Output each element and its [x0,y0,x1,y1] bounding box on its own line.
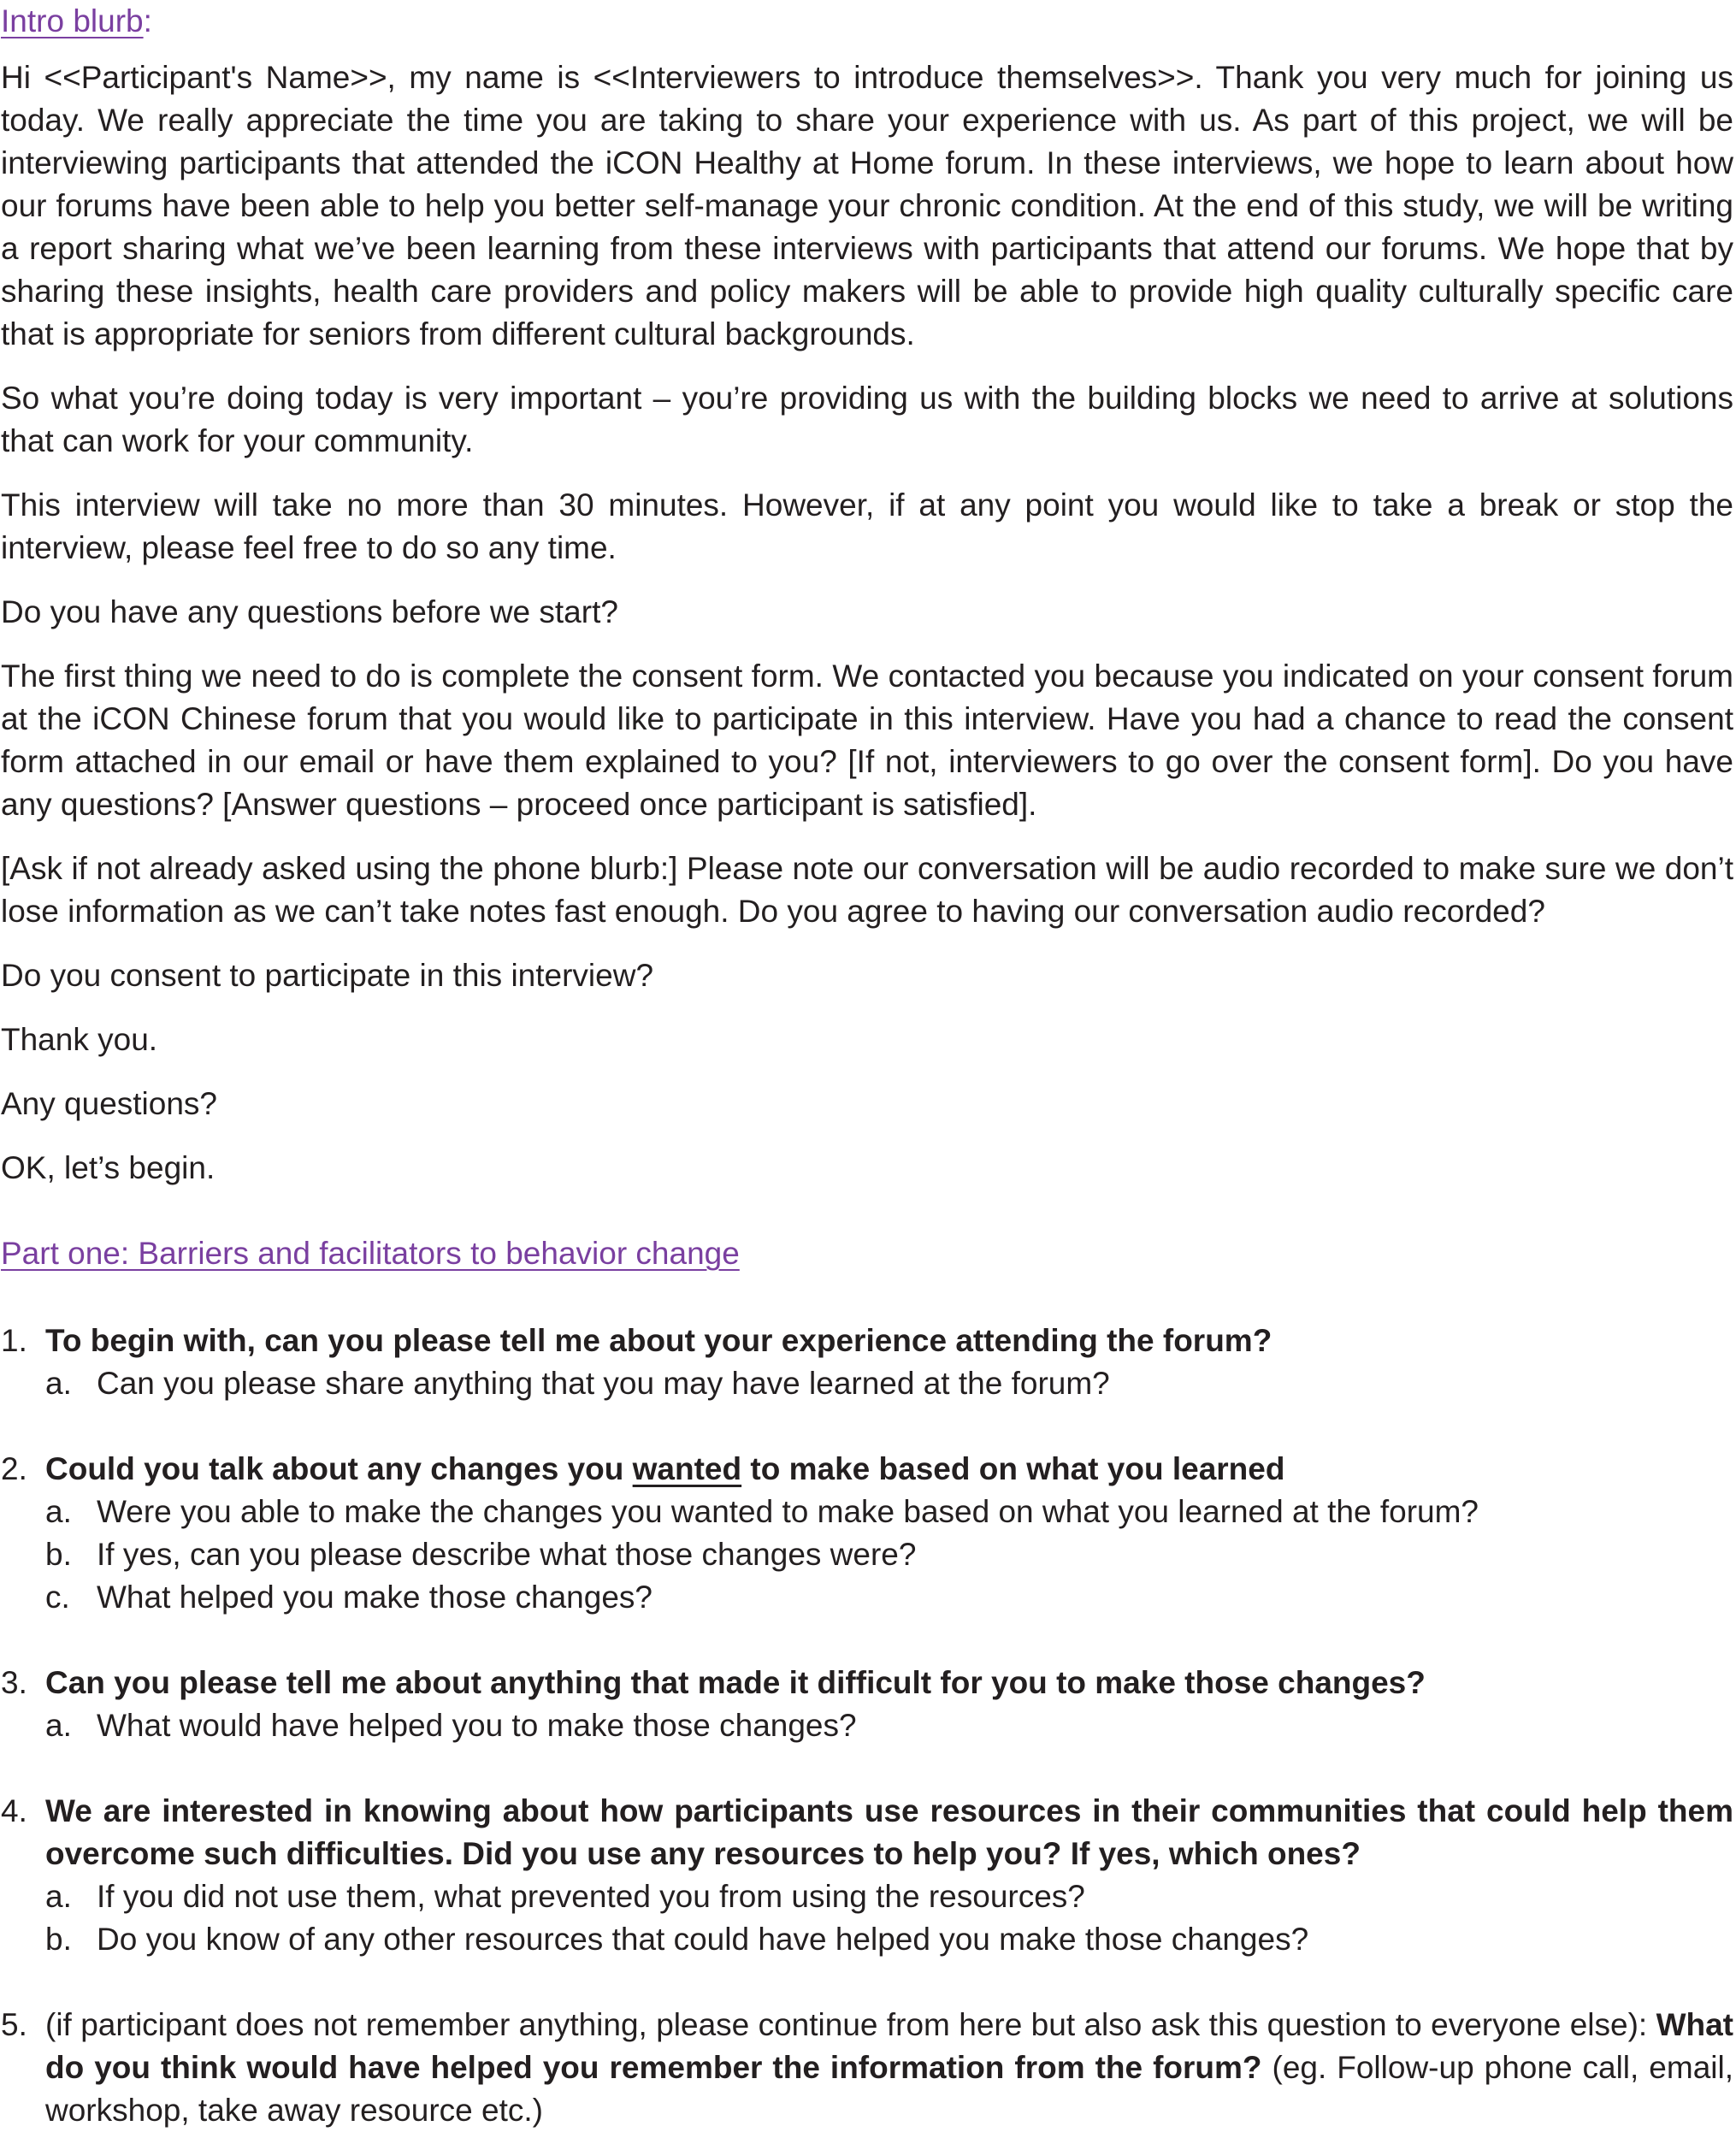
question-number: 5. [1,2007,27,2042]
question-item [1,1662,1733,1747]
intro-heading-line [1,0,1733,43]
question-text-tail: (eg. Follow-up phone call, email, workshop, take away resource etc.) [45,2050,1733,2128]
intro-paragraph: Do you have any questions before we start? [1,594,618,629]
question-item [1,1448,1733,1619]
question-text-intro: (if participant does not remember anything, please continue from here but also ask this question to everyone else): [45,2007,1648,2042]
intro-paragraph: Do you consent to participate in this interview? [1,958,654,993]
intro-body [1,56,1733,1190]
intro-paragraph: Thank you. [1,1022,158,1057]
sub-question-letter: c. [45,1580,70,1615]
question-text: Can you please tell me about anything that made it difficult for you to make those changes? [45,1665,1426,1700]
sub-question-text: If you did not use them, what prevented you from using the resources? [97,1879,1085,1914]
sub-question-letter: b. [45,1922,72,1957]
part-one-heading-line [1,1232,1733,1275]
sub-question-letter: a. [45,1366,72,1401]
question-number: 4. [1,1793,27,1828]
intro-paragraph: The first thing we need to do is complete the consent form. We contacted you because you indicated on your consent forum at the iCON Chinese forum that you would like to participate in this interview. Have you had a chance to read the consent form attached in our email or have them explained to you? [If not, interviewers to go over the consent form]. Do you have any questions? [Answer questions – proceed once participant is satisfied]. [1,658,1733,822]
question-item [1,2004,1733,2132]
sub-question [45,1576,1733,1619]
question-number: 2. [1,1451,27,1486]
intro-heading-colon: : [143,3,152,38]
sub-question-letter: a. [45,1494,72,1529]
sub-question-letter: a. [45,1708,72,1743]
sub-question-text: Do you know of any other resources that could have helped you make those changes? [97,1922,1309,1957]
sub-question-letter: b. [45,1537,72,1572]
sub-question [45,1491,1733,1533]
question-text-bold: What do you think would have helped you remember the information from the forum? [45,2007,1733,2085]
intro-paragraph: So what you’re doing today is very important – you’re providing us with the building blocks we need to arrive at solutions that can work for your community. [1,381,1733,458]
intro-paragraph: Hi <<Participant's Name>>, my name is <<Interviewers to introduce themselves>>. Thank you very much for joining us today. We really appreciate the time you are taking to share your experience with us. As part of this project, we will be interviewing participants that attended the iCON Healthy at Home forum. In these interviews, we hope to learn about how our forums have been able to help you better self-manage your chronic condition. At the end of this study, we will be writing a report sharing what we’ve been learning from these interviews with participants that attend our forums. We hope that by sharing these insights, health care providers and policy makers will be able to provide high quality culturally specific care that is appropriate for seniors from different cultural backgrounds. [1,60,1733,351]
sub-question [45,1704,1733,1747]
question-text: We are interested in knowing about how participants use resources in their communities that could help them overcome such difficulties. Did you use any resources to help you? If yes, which ones? [45,1793,1733,1871]
question-text [45,1448,1733,1491]
question-number: 1. [1,1323,27,1358]
intro-paragraph: OK, let’s begin. [1,1150,216,1185]
part-one-heading[interactable]: Part one: Barriers and facilitators to behavior change [1,1236,740,1271]
sub-question-text: What would have helped you to make those changes? [97,1708,857,1743]
sub-question [45,1362,1733,1405]
sub-question-text: Can you please share anything that you may have learned at the forum? [97,1366,1110,1401]
question-item [1,1790,1733,1961]
question-number: 3. [1,1665,27,1700]
question-text-start: Could you talk about any changes you [45,1451,633,1486]
sub-question-text: If yes, can you please describe what those changes were? [97,1537,917,1572]
question-text: To begin with, can you please tell me about your experience attending the forum? [45,1323,1272,1358]
sub-question-text: Were you able to make the changes you wanted to make based on what you learned at the forum? [97,1494,1479,1529]
sub-question [45,1875,1733,1918]
sub-question-letter: a. [45,1879,72,1914]
question-text [45,2004,1733,2132]
intro-paragraph: This interview will take no more than 30 minutes. However, if at any point you would like to take a break or stop the interview, please feel free to do so any time. [1,487,1733,565]
question-item [1,1320,1733,1405]
sub-question-text: What helped you make those changes? [97,1580,652,1615]
question-text-end: to make based on what you learned [741,1451,1285,1486]
intro-paragraph: [Ask if not already asked using the phone blurb:] Please note our conversation will be audio recorded to make sure we don’t lose information as we can’t take notes fast enough. Do you agree to having our conversation audio recorded? [1,851,1733,929]
sub-question [45,1533,1733,1576]
intro-paragraph: Any questions? [1,1086,218,1121]
intro-heading[interactable]: Intro blurb [1,3,144,38]
question-text-emphasis: wanted [632,1451,742,1486]
sub-question [45,1918,1733,1961]
question-list [1,1320,1733,2132]
